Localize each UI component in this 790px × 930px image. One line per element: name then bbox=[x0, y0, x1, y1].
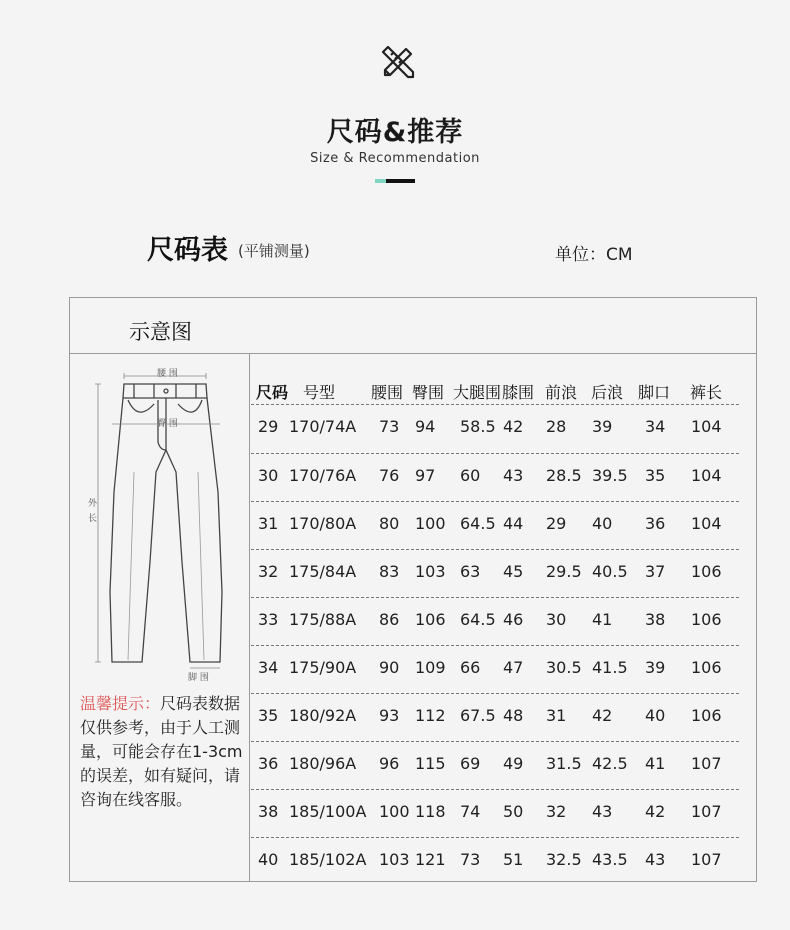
cell-back-rise: 42 bbox=[592, 706, 613, 725]
cell-back-rise: 43.5 bbox=[592, 850, 628, 869]
cell-knee: 50 bbox=[503, 802, 524, 821]
cell-thigh: 64.5 bbox=[460, 610, 496, 629]
cell-size: 31 bbox=[258, 514, 279, 533]
cell-hip: 106 bbox=[415, 610, 446, 629]
cell-size: 38 bbox=[258, 802, 279, 821]
outer-length-label-1: 外 bbox=[88, 499, 98, 509]
cell-leg-opening: 43 bbox=[645, 850, 666, 869]
cell-thigh: 66 bbox=[460, 658, 481, 677]
cell-thigh: 67.5 bbox=[460, 706, 496, 725]
cell-length: 104 bbox=[691, 417, 722, 436]
cell-leg-opening: 36 bbox=[645, 514, 666, 533]
hip-label: 臀 围 bbox=[157, 419, 178, 429]
cell-waist: 90 bbox=[379, 658, 400, 677]
cell-thigh: 58.5 bbox=[460, 417, 496, 436]
cell-front-rise: 30.5 bbox=[546, 658, 582, 677]
cell-hip: 103 bbox=[415, 562, 446, 581]
cell-length: 106 bbox=[691, 658, 722, 677]
cell-knee: 49 bbox=[503, 754, 524, 773]
cell-knee: 43 bbox=[503, 466, 524, 485]
tip-text: 尺码表数据仅供参考，由于人工测量，可能会存在1-3cm的误差，如有疑问，请咨询在线客服。 bbox=[80, 694, 243, 809]
cell-model: 170/80A bbox=[289, 514, 357, 533]
cell-thigh: 69 bbox=[460, 754, 481, 773]
cell-back-rise: 40 bbox=[592, 514, 613, 533]
cell-thigh: 74 bbox=[460, 802, 481, 821]
cell-thigh: 73 bbox=[460, 850, 481, 869]
cell-hip: 121 bbox=[415, 850, 446, 869]
cell-front-rise: 32 bbox=[546, 802, 567, 821]
cell-model: 185/100A bbox=[289, 802, 367, 821]
title-underline bbox=[375, 179, 415, 183]
diagram-title: 示意图 bbox=[129, 320, 192, 344]
cell-knee: 51 bbox=[503, 850, 524, 869]
table-row bbox=[251, 693, 756, 741]
table-row bbox=[251, 453, 756, 501]
pants-diagram-icon bbox=[84, 362, 244, 682]
cell-thigh: 63 bbox=[460, 562, 481, 581]
col-header-waist: 腰围 bbox=[371, 383, 404, 402]
table-row bbox=[251, 837, 756, 885]
cell-waist: 80 bbox=[379, 514, 400, 533]
col-header-hip: 臀围 bbox=[412, 383, 445, 402]
table-row bbox=[251, 741, 756, 789]
diagram-column bbox=[70, 354, 250, 881]
cell-length: 106 bbox=[691, 610, 722, 629]
cell-waist: 100 bbox=[379, 802, 410, 821]
cell-size: 33 bbox=[258, 610, 279, 629]
cell-back-rise: 39 bbox=[592, 417, 613, 436]
cell-waist: 93 bbox=[379, 706, 400, 725]
cell-waist: 73 bbox=[379, 417, 400, 436]
cell-length: 107 bbox=[691, 802, 722, 821]
cell-length: 104 bbox=[691, 514, 722, 533]
col-header-length: 裤长 bbox=[690, 383, 723, 402]
cell-waist: 76 bbox=[379, 466, 400, 485]
cell-back-rise: 43 bbox=[592, 802, 613, 821]
cell-knee: 44 bbox=[503, 514, 524, 533]
size-chart-panel bbox=[69, 297, 757, 882]
table-row bbox=[251, 404, 756, 452]
section-title: 尺码&推荐 bbox=[326, 117, 464, 148]
table-row bbox=[251, 549, 756, 597]
cell-size: 35 bbox=[258, 706, 279, 725]
col-header-leg-opening: 脚口 bbox=[638, 383, 671, 402]
cell-size: 34 bbox=[258, 658, 279, 677]
cell-front-rise: 29.5 bbox=[546, 562, 582, 581]
cell-length: 107 bbox=[691, 754, 722, 773]
panel-header bbox=[70, 298, 756, 354]
tip-label: 温馨提示： bbox=[80, 694, 161, 713]
size-table bbox=[251, 354, 756, 881]
table-row bbox=[251, 597, 756, 645]
cell-model: 180/96A bbox=[289, 754, 357, 773]
cell-size: 40 bbox=[258, 850, 279, 869]
size-chart-title: 尺码表 bbox=[147, 235, 228, 266]
cell-leg-opening: 34 bbox=[645, 417, 666, 436]
table-row bbox=[251, 645, 756, 693]
size-chart-subtitle: (平铺测量) bbox=[238, 242, 310, 260]
cell-length: 106 bbox=[691, 562, 722, 581]
size-tip bbox=[80, 692, 246, 812]
cell-front-rise: 29 bbox=[546, 514, 567, 533]
cell-back-rise: 39.5 bbox=[592, 466, 628, 485]
cell-hip: 97 bbox=[415, 466, 436, 485]
col-header-knee: 膝围 bbox=[502, 383, 535, 402]
cell-knee: 42 bbox=[503, 417, 524, 436]
cell-leg-opening: 42 bbox=[645, 802, 666, 821]
cell-front-rise: 30 bbox=[546, 610, 567, 629]
cell-leg-opening: 37 bbox=[645, 562, 666, 581]
cell-thigh: 60 bbox=[460, 466, 481, 485]
outer-length-label-2: 长 bbox=[88, 514, 98, 524]
cell-model: 170/76A bbox=[289, 466, 357, 485]
cell-model: 175/88A bbox=[289, 610, 357, 629]
cell-front-rise: 32.5 bbox=[546, 850, 582, 869]
cell-waist: 86 bbox=[379, 610, 400, 629]
cell-front-rise: 28 bbox=[546, 417, 567, 436]
col-header-front-rise: 前浪 bbox=[545, 383, 578, 402]
cell-front-rise: 31 bbox=[546, 706, 567, 725]
col-header-back-rise: 后浪 bbox=[591, 383, 624, 402]
cell-hip: 94 bbox=[415, 417, 436, 436]
cell-hip: 100 bbox=[415, 514, 446, 533]
cell-leg-opening: 40 bbox=[645, 706, 666, 725]
cell-back-rise: 41.5 bbox=[592, 658, 628, 677]
cell-model: 180/92A bbox=[289, 706, 357, 725]
cell-leg-opening: 41 bbox=[645, 754, 666, 773]
cell-front-rise: 31.5 bbox=[546, 754, 582, 773]
cell-waist: 103 bbox=[379, 850, 410, 869]
cell-knee: 45 bbox=[503, 562, 524, 581]
cell-back-rise: 42.5 bbox=[592, 754, 628, 773]
cell-size: 30 bbox=[258, 466, 279, 485]
cell-knee: 47 bbox=[503, 658, 524, 677]
cell-size: 29 bbox=[258, 417, 279, 436]
col-header-model: 号型 bbox=[303, 383, 336, 402]
table-row bbox=[251, 789, 756, 837]
cell-model: 175/84A bbox=[289, 562, 357, 581]
cell-hip: 109 bbox=[415, 658, 446, 677]
cell-leg-opening: 38 bbox=[645, 610, 666, 629]
cell-thigh: 64.5 bbox=[460, 514, 496, 533]
cell-size: 36 bbox=[258, 754, 279, 773]
cell-size: 32 bbox=[258, 562, 279, 581]
cell-length: 107 bbox=[691, 850, 722, 869]
cell-model: 170/74A bbox=[289, 417, 357, 436]
col-header-thigh: 大腿围 bbox=[453, 383, 502, 402]
cell-model: 175/90A bbox=[289, 658, 357, 677]
cell-model: 185/102A bbox=[289, 850, 367, 869]
cell-waist: 96 bbox=[379, 754, 400, 773]
cell-hip: 115 bbox=[415, 754, 446, 773]
unit-label: 单位：CM bbox=[555, 245, 633, 265]
hem-label: 脚 围 bbox=[188, 673, 209, 683]
cell-length: 106 bbox=[691, 706, 722, 725]
cell-back-rise: 40.5 bbox=[592, 562, 628, 581]
cell-leg-opening: 39 bbox=[645, 658, 666, 677]
cell-knee: 46 bbox=[503, 610, 524, 629]
cell-hip: 118 bbox=[415, 802, 446, 821]
waist-label: 腰 围 bbox=[157, 369, 178, 379]
cell-hip: 112 bbox=[415, 706, 446, 725]
table-row bbox=[251, 501, 756, 549]
section-subtitle: Size & Recommendation bbox=[310, 151, 480, 166]
cell-waist: 83 bbox=[379, 562, 400, 581]
cell-length: 104 bbox=[691, 466, 722, 485]
cell-front-rise: 28.5 bbox=[546, 466, 582, 485]
ruler-pencil-icon bbox=[380, 44, 416, 80]
cell-back-rise: 41 bbox=[592, 610, 613, 629]
cell-leg-opening: 35 bbox=[645, 466, 666, 485]
cell-knee: 48 bbox=[503, 706, 524, 725]
col-header-size: 尺码 bbox=[256, 383, 289, 402]
